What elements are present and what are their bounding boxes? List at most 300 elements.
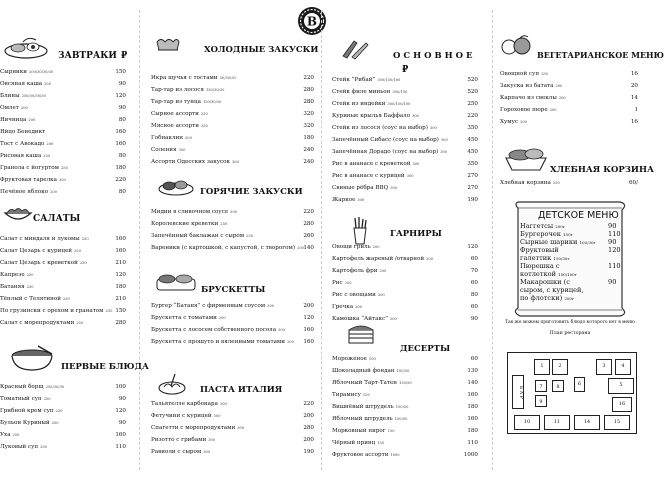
menu-item-label [332,182,397,194]
vegetarian-title: ВЕГЕТАРИАНСКОЕ МЕНЮ [537,50,664,60]
bruschetta-list [151,300,316,348]
menu-item-name: Фруктовое ассорти [332,452,389,458]
menu-item-label [500,68,548,80]
list-item [332,277,488,289]
menu-item-name: Стейк “Рибай” [332,77,376,83]
menu-item-price: 280 [303,99,314,105]
menu-item-name: Тост с Авокадо [0,141,45,147]
menu-item-weight: 200 [555,84,563,88]
plan-table-9: 9 [535,395,547,407]
menu-item-name: Брускетта с лососем собственного посола [151,327,277,333]
menu-item-weight: 300 [440,138,448,142]
menu-item-label [332,265,386,277]
list-item [0,305,135,317]
menu-item-weight: 250 [541,72,548,76]
menu-item-price: 130 [467,368,478,374]
kids-item-price: 90 [608,222,617,230]
menu-item-weight: 250/30/30/30 [21,94,46,98]
menu-item-price: 80 [118,117,126,123]
menu-item-label [500,104,557,116]
menu-item-label [332,377,412,389]
column-left [0,0,149,480]
menu-item-price: 520 [467,77,478,83]
list-item [0,126,135,138]
menu-item-label [151,132,192,144]
list-item [500,104,640,116]
menu-item-name: Запечённая Дорадо (соус на выбор) [332,149,439,155]
list-item [151,120,316,132]
menu-item-name: Рис с овощами [332,292,376,298]
menu-item-weight: 250 [62,297,70,301]
menu-item-name: Гороховое пюре [500,107,548,113]
menu-item-label [332,170,414,182]
menu-item-label [0,150,50,162]
desserts-title: ДЕСЕРТЫ [400,344,451,354]
menu-item-weight: 250 [220,222,228,226]
plan-table-4: 4 [615,359,631,375]
menu-item-price: 160 [303,339,314,345]
list-item [332,182,488,194]
menu-item-label [0,174,66,186]
menu-item-name: Гранола с йогуртом [0,165,60,171]
menu-item-weight: 300 [232,160,239,164]
menu-item-weight: 300/150 [392,90,408,94]
kids-item-price: 90 [608,238,617,246]
menu-item-name: Батаняя [0,284,25,290]
list-item [151,422,316,434]
list-item [0,138,135,150]
menu-item-weight: 150 [387,429,395,433]
list-item [332,158,488,170]
list-item [332,170,488,182]
menu-item-name: Ассорти Одесских закусок [151,159,230,165]
menu-item-price: 120 [115,93,126,99]
menu-item-weight: 200 [372,245,380,249]
menu-item-price: 60/ [628,180,638,186]
menu-item-price: 450 [467,137,478,143]
breakfast-list [0,66,135,198]
menu-item-price: 80 [118,189,126,195]
menu-item-label [0,269,34,281]
menu-item-price: 1000 [463,452,478,458]
menu-item-label [0,162,68,174]
list-item [0,90,135,102]
menu-item-weight: 300/150/100 [387,102,411,106]
menu-item-label [151,398,227,410]
list-item [0,66,135,78]
menu-item-price: 250 [467,101,478,107]
plan-table-16: 16 [612,397,632,412]
menu-item-weight: 300 [429,126,437,130]
menu-item-price: 160 [467,392,478,398]
menu-item-weight: 300 [208,438,216,442]
menu-item-weight: 250 [43,397,51,401]
menu-item-weight: 50/30/30 [219,76,236,80]
menu-item-price: 200 [303,413,314,419]
menu-item-price: 260 [303,233,314,239]
menu-item-price: 140 [467,380,478,386]
menu-item-weight: 200 [549,108,557,112]
list-item [332,437,488,449]
menu-item-weight: 150/50 [395,405,409,409]
menu-item-name: Хлебная корзина [500,180,551,186]
menu-item-price: 90 [470,316,478,322]
menu-item-price: 160 [115,129,126,135]
plan-table-15: 15 [604,415,630,430]
menu-item-weight: 1000 [390,453,400,457]
list-item [151,230,316,242]
menu-item-weight: 200 [558,96,566,100]
kids-item-name: Сырные шарики [520,238,578,246]
floor-plan [507,352,637,434]
menu-item-name: Запечённый баклажан с сыром [151,233,245,239]
menu-item-name: Запечённый Сибасс (соус на выбор) [332,137,439,143]
menu-item-weight: 250 [200,124,208,128]
menu-item-label [151,312,226,324]
menu-item-name: Луковый суп [0,444,39,450]
menu-item-price: 180 [467,404,478,410]
menu-item-price: 60 [470,356,478,362]
menu-item-label [0,138,53,150]
menu-item-name: Рис в ананасе с курицей [332,173,405,179]
menu-item-name: Стейк из лосося (соус на выбор) [332,125,428,131]
list-item [332,401,488,413]
breakfast-icon [3,34,49,64]
menu-item-price: 14 [630,95,638,101]
menu-item-name: Равиоли с сыром [151,449,202,455]
list-item [0,281,135,293]
plan-table-2: 2 [552,359,568,375]
menu-item-label [151,300,274,312]
menu-item-name: Икра щучья с тостами [151,75,218,81]
menu-item-price: 320 [303,111,314,117]
menu-item-name: Уха [0,432,11,438]
cold-snacks-list [151,72,316,168]
menu-item-name: Тирамису [332,392,361,398]
kids-item-weight: 100/30г [579,240,596,245]
menu-item-label [0,233,89,245]
list-item [0,114,135,126]
column-right [500,0,664,480]
column-divider [321,10,322,470]
menu-item-weight: 200 [355,305,362,309]
menu-item-name: Тар-тар из тунца [151,99,201,105]
menu-item-price: 240 [303,159,314,165]
list-item [332,301,488,313]
menu-item-name: Овощной суп [500,71,540,77]
floor-plan-title: План ресторана [549,331,591,336]
menu-item-price: 270 [467,185,478,191]
menu-item-label [332,301,362,313]
list-item [332,353,488,365]
menu-item-name: Стейк из индейки [332,101,386,107]
list-item [332,365,488,377]
menu-item-weight: 200 [218,316,226,320]
menu-item-label [500,92,566,104]
garnish-list [332,241,488,325]
menu-item-label [151,84,224,96]
column-divider [492,10,493,470]
menu-item-price: 90 [118,81,126,87]
menu-item-weight: 200 [278,328,285,332]
kids-item-weight: 150/100г [558,272,577,277]
menu-item-weight: 300 [178,148,186,152]
menu-item-label [0,78,51,90]
menu-item-label [0,90,46,102]
list-item [0,245,135,257]
menu-item-label [500,116,527,128]
bruschetta-title: БРУСКЕТТЫ [201,285,266,295]
menu-item-label [151,422,244,434]
list-item [151,144,316,156]
menu-item-price: 220 [303,75,314,81]
menu-item-price: 210 [115,296,126,302]
menu-item-name: Камошка “Айтакс” [332,316,388,322]
menu-item-name: Ризотто с грибами [151,437,207,443]
list-item [332,194,488,206]
menu-item-name: Гречка [332,304,354,310]
menu-item-weight: 250 [26,273,34,277]
menu-item-price: 80 [118,153,126,159]
menu-item-name: Рис [332,280,343,286]
menu-item-price: 1 [634,107,638,113]
menu-item-label [332,289,385,301]
list-item [0,78,135,90]
list-item [0,441,135,453]
menu-item-price: 350 [467,125,478,131]
menu-item-weight: 300 [412,114,419,118]
list-item [332,122,488,134]
list-item [520,294,574,303]
list-item [332,265,488,277]
menu-item-weight: 250 [55,409,63,413]
menu-item-label [332,353,376,365]
menu-item-label [332,277,351,289]
menu-item-weight: 250 [12,433,20,437]
list-item [0,405,135,417]
kids-item-weight: 150г [563,232,573,237]
menu-item-name: Салат Цезарь с курицей [0,248,72,254]
menu-item-weight: 250 [44,82,51,86]
soup-icon [8,344,56,376]
menu-item-label [0,66,53,78]
menu-item-price: 60 [470,280,478,286]
list-item [332,289,488,301]
menu-item-weight: 200 [379,269,387,273]
list-item [0,233,135,245]
menu-item-price: 200 [303,303,314,309]
menu-item-weight: 200 [185,136,192,140]
main-list [332,74,488,206]
menu-item-price: 320 [303,123,314,129]
salads-title: САЛАТЫ [33,214,81,224]
menu-item-name: Свиные рёбра BBQ [332,185,389,191]
list-item [332,241,488,253]
menu-item-name: Вишнёвый штрудель [332,404,394,410]
menu-item-name: Салат с миндаля и лукомы [0,236,80,242]
list-item [332,146,488,158]
menu-item-weight: 250 [105,309,113,313]
menu-item-name: Шоколадный фондан [332,368,395,374]
menu-item-price: 150 [115,69,126,75]
plan-table-1: 1 [534,359,550,375]
menu-item-label [332,365,409,377]
menu-item-label [0,405,63,417]
menu-item-label [0,114,35,126]
menu-item-label [151,218,227,230]
menu-item-weight: 200/30/30/30 [29,70,54,74]
menu-item-label [0,429,19,441]
menu-item-weight: 200 [377,293,385,297]
menu-item-name: Сырники [0,69,27,75]
kids-item-name: Бургерочек [520,230,561,238]
kids-item-name: галеттик [520,254,552,262]
menu-item-label [151,108,208,120]
menu-item-price: 70 [470,268,478,274]
list-item [151,434,316,446]
menu-item-weight: 250 [246,234,254,238]
list-item [151,96,316,108]
menu-item-label [0,186,57,198]
menu-item-label [332,425,395,437]
hot-snacks-icon [157,174,195,200]
menu-item-price: 110 [115,444,126,450]
menu-item-name: Тар-тар из лосося [151,87,204,93]
menu-item-price: 140 [303,245,314,251]
list-item [0,393,135,405]
menu-item-price: 90 [118,420,126,426]
menu-item-weight: 150 [377,441,385,445]
menu-item-price: 270 [467,173,478,179]
menu-item-name: Блины [0,93,20,99]
menu-item-label [332,194,364,206]
list-item [332,98,488,110]
menu-item-weight: 300 [390,186,398,190]
list-item [0,162,135,174]
menu-item-label [0,102,28,114]
list-item [151,312,316,324]
kids-item-price: 110 [608,262,621,270]
menu-item-weight: 250 [200,112,208,116]
menu-item-price: 16 [630,71,638,77]
menu-item-label [0,126,47,138]
list-item [151,398,316,410]
list-item [151,132,316,144]
menu-item-label [500,80,562,92]
dessert-icon [346,320,376,350]
menu-item-name: Грибной крем суп [0,408,54,414]
menu-item-price: 160 [115,141,126,147]
menu-item-price: 280 [303,425,314,431]
menu-item-label [151,120,208,132]
menu-item-label [332,146,447,158]
kids-item-price: 110 [608,230,621,238]
list-item [520,286,584,294]
kids-item-weight: 200г [564,296,575,301]
menu-item-price: 180 [303,135,314,141]
list-item [151,324,316,336]
list-item [151,108,316,120]
menu-item-price: 16 [630,119,638,125]
menu-item-price: 160 [467,416,478,422]
menu-item-label [151,96,221,108]
menu-item-name: Жаркое [332,197,356,203]
pasta-list [151,398,316,458]
list-item [332,449,488,461]
list-item [0,186,135,198]
menu-item-weight: 100 [368,357,376,361]
list-item [0,174,135,186]
kids-item-name: Фруктовый [520,246,559,254]
kids-item-name: сыром, с курицей, [520,286,584,294]
list-item [520,262,560,270]
menu-item-name: Фетучини с курицей [151,413,212,419]
menu-item-label [151,144,185,156]
menu-item-name: Картофель фри [332,268,378,274]
breakfast-currency: ₽ [121,51,128,61]
plan-table-14: 14 [574,415,600,430]
menu-item-price: 450 [467,149,478,155]
plan-table-6: 6 [574,377,585,392]
menu-item-name: Брускетта с прошуто и вяленными томатами [151,339,286,345]
menu-item-name: Мороженое [332,356,367,362]
menu-item-label [0,281,34,293]
custom-dish-note: Так же можем приготовить блюдо которого нет в меню [505,320,635,325]
column-divider [139,10,140,470]
menu-item-name: Красный борщ [0,384,44,390]
menu-item-name: Салат Цезарь с креветкой [0,260,78,266]
pasta-icon [157,372,187,400]
plan-table-7: 7 [535,380,547,392]
menu-item-label [151,206,237,218]
list-item [151,206,316,218]
menu-item-name: Брускетта с томатами [151,315,217,321]
plan-table-5: 5 [608,378,634,394]
menu-item-name: Яичница [0,117,27,123]
menu-item-price: 160 [115,236,126,242]
list-item [0,150,135,162]
menu-item-price: 280 [115,320,126,326]
menu-item-weight: 300 [440,150,448,154]
kids-item-price: 90 [608,278,617,286]
menu-item-weight: 250 [552,181,560,185]
main-title: О С Н О В Н О Е [393,51,473,61]
menu-item-label [332,253,433,265]
list-item [0,269,135,281]
main-currency: ₽ [402,65,409,75]
menu-item-name: Чёрный принц [332,440,376,446]
menu-item-label [0,317,83,329]
plan-table-11: 11 [544,415,570,430]
logo-letter: B [306,14,318,29]
menu-item-weight: 300 [406,174,414,178]
list-item [151,336,316,348]
list-item [151,300,316,312]
menu-item-label [0,393,51,405]
list-item [151,242,316,254]
menu-item-weight: 250 [40,445,47,449]
kids-item-name: котлеткой [520,270,556,278]
menu-item-weight: 300 [213,414,221,418]
soups-list [0,381,135,453]
menu-item-weight: 200 [520,120,527,124]
menu-item-name: Бургер “Батаня” с фирменным соусом [151,303,266,309]
menu-item-label [0,257,87,269]
menu-item-price: 520 [467,89,478,95]
menu-item-price: 120 [115,272,126,278]
menu-item-weight: 150/50 [399,381,412,385]
menu-item-name: Соления [151,147,177,153]
